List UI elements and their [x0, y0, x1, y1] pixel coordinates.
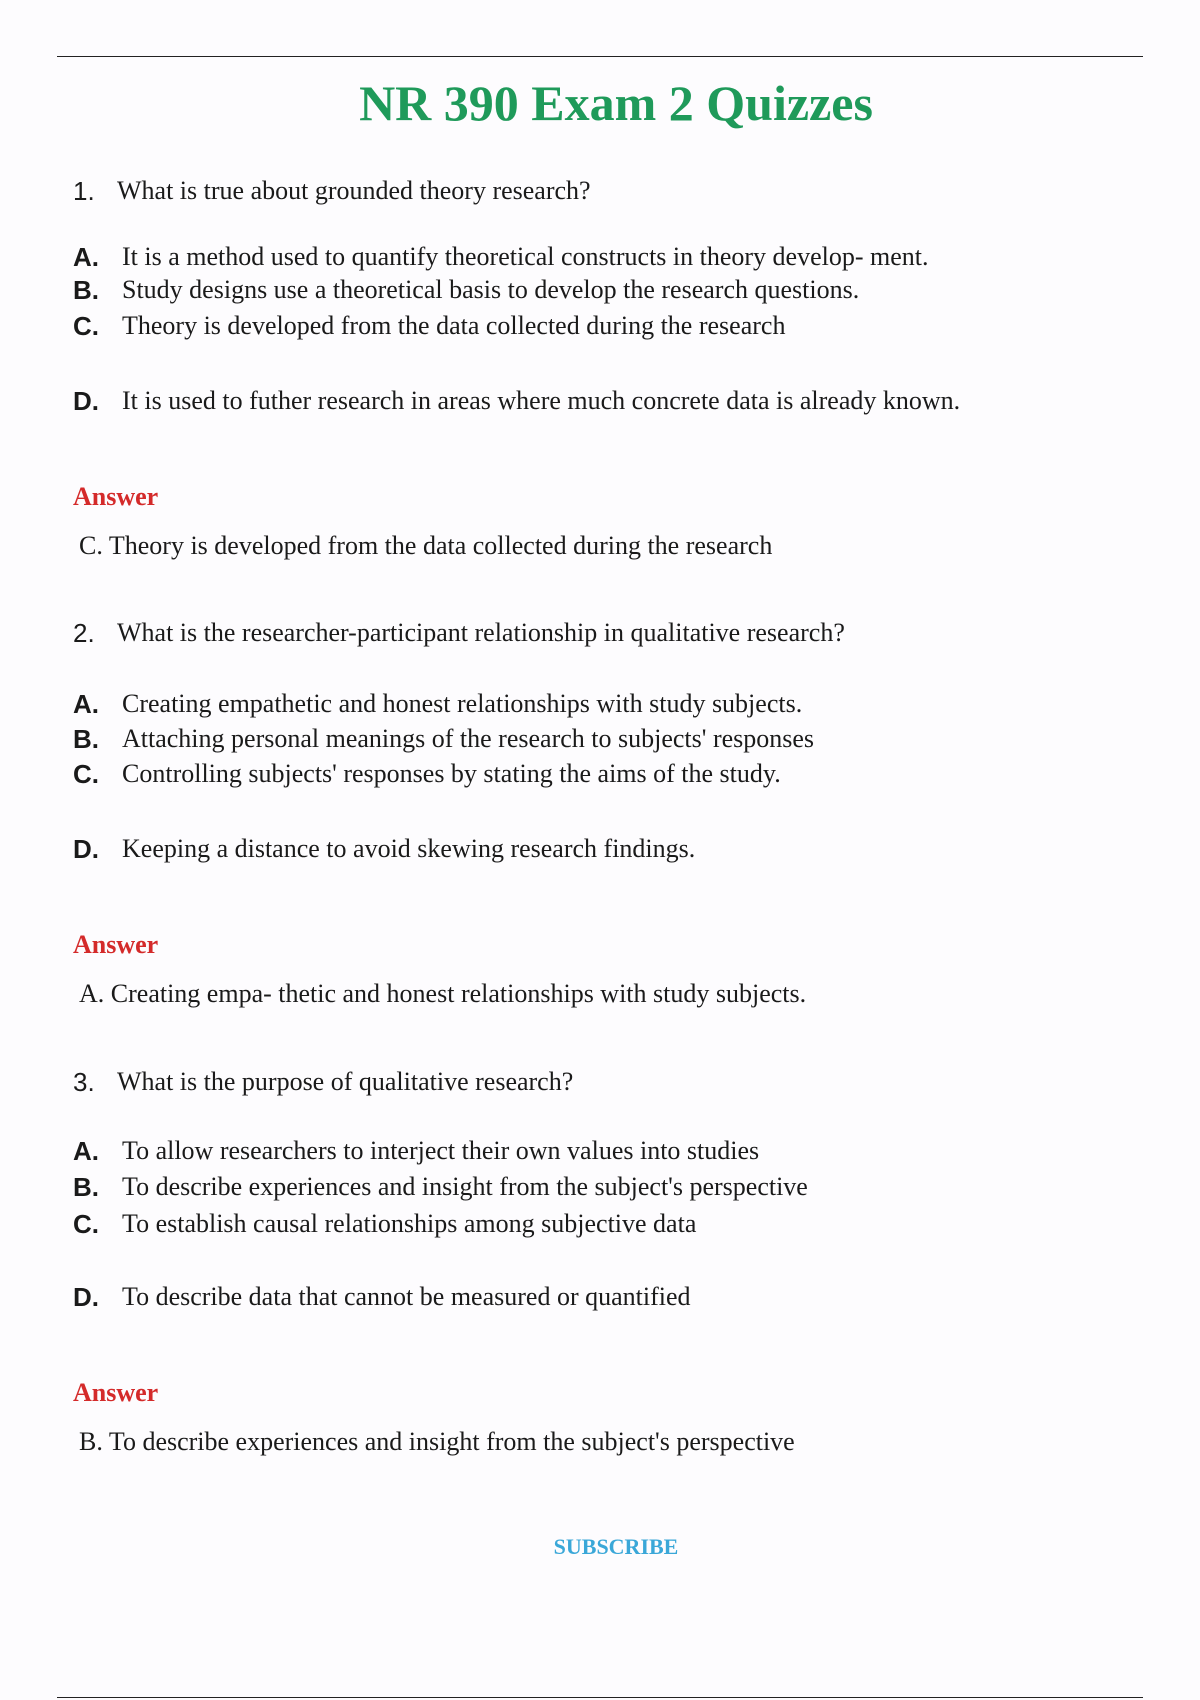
option-d — [73, 385, 1153, 417]
option-letter: C. — [73, 1209, 99, 1239]
answer-label: Answer — [73, 930, 159, 959]
option-c — [73, 1208, 1153, 1240]
top-rule — [57, 56, 1143, 57]
option-b — [73, 1171, 1153, 1203]
option-text: To establish causal relationships among subjective data — [122, 1209, 697, 1238]
option-letter: B. — [73, 1172, 99, 1202]
option-b — [73, 723, 1153, 755]
option-letter: A. — [73, 242, 99, 272]
option-d — [73, 1281, 1153, 1313]
option-text: Study designs use a theoretical basis to develop the research questions. — [122, 275, 860, 304]
question-text: What is the purpose of qualitative research? — [117, 1067, 574, 1096]
option-text: It is used to futher research in areas where much concrete data is already known. — [122, 386, 961, 415]
option-letter: D. — [73, 1282, 99, 1312]
answer-text: B. To describe experiences and insight from the subject's perspective — [79, 1427, 795, 1456]
answer-text: C. Theory is developed from the data collected during the research — [79, 531, 773, 560]
option-text: Controlling subjects' responses by stating the aims of the study. — [122, 759, 781, 788]
option-d — [73, 833, 1153, 865]
question-number: 1. — [73, 176, 95, 206]
question-number: 2. — [73, 618, 95, 648]
option-letter: A. — [73, 1136, 99, 1166]
option-text: Creating empathetic and honest relationships with study subjects. — [122, 689, 803, 718]
option-a — [73, 1135, 1153, 1167]
answer-text: A. Creating empa- thetic and honest relationships with study subjects. — [79, 979, 807, 1008]
option-letter: C. — [73, 311, 99, 341]
option-text: To describe experiences and insight from the subject's perspective — [122, 1172, 808, 1201]
option-text: Theory is developed from the data collected during the research — [122, 311, 786, 340]
option-c — [73, 310, 1153, 342]
answer-label: Answer — [73, 482, 159, 511]
option-text: To describe data that cannot be measured or quantified — [122, 1282, 691, 1311]
option-letter: B. — [73, 724, 99, 754]
option-text: It is a method used to quantify theoretical constructs in theory develop- ment. — [122, 242, 929, 271]
answer-label: Answer — [73, 1378, 159, 1407]
option-letter: D. — [73, 386, 99, 416]
page-title: NR 390 Exam 2 Quizzes — [359, 75, 873, 131]
option-b — [73, 274, 1153, 306]
option-letter: A. — [73, 689, 99, 719]
option-letter: D. — [73, 834, 99, 864]
question-text: What is the researcher-participant relationship in qualitative research? — [117, 618, 845, 647]
option-text: Keeping a distance to avoid skewing research findings. — [122, 834, 696, 863]
question-number: 3. — [73, 1067, 95, 1097]
option-a — [73, 688, 1153, 720]
subscribe-link[interactable]: SUBSCRIBE — [553, 1534, 679, 1559]
bottom-rule — [57, 1697, 1143, 1698]
option-text: To allow researchers to interject their own values into studies — [122, 1136, 760, 1165]
option-letter: B. — [73, 275, 99, 305]
question-text: What is true about grounded theory research? — [117, 176, 591, 205]
option-a — [73, 241, 1153, 273]
option-letter: C. — [73, 759, 99, 789]
option-text: Attaching personal meanings of the research to subjects' responses — [122, 724, 815, 753]
option-c — [73, 758, 1153, 790]
